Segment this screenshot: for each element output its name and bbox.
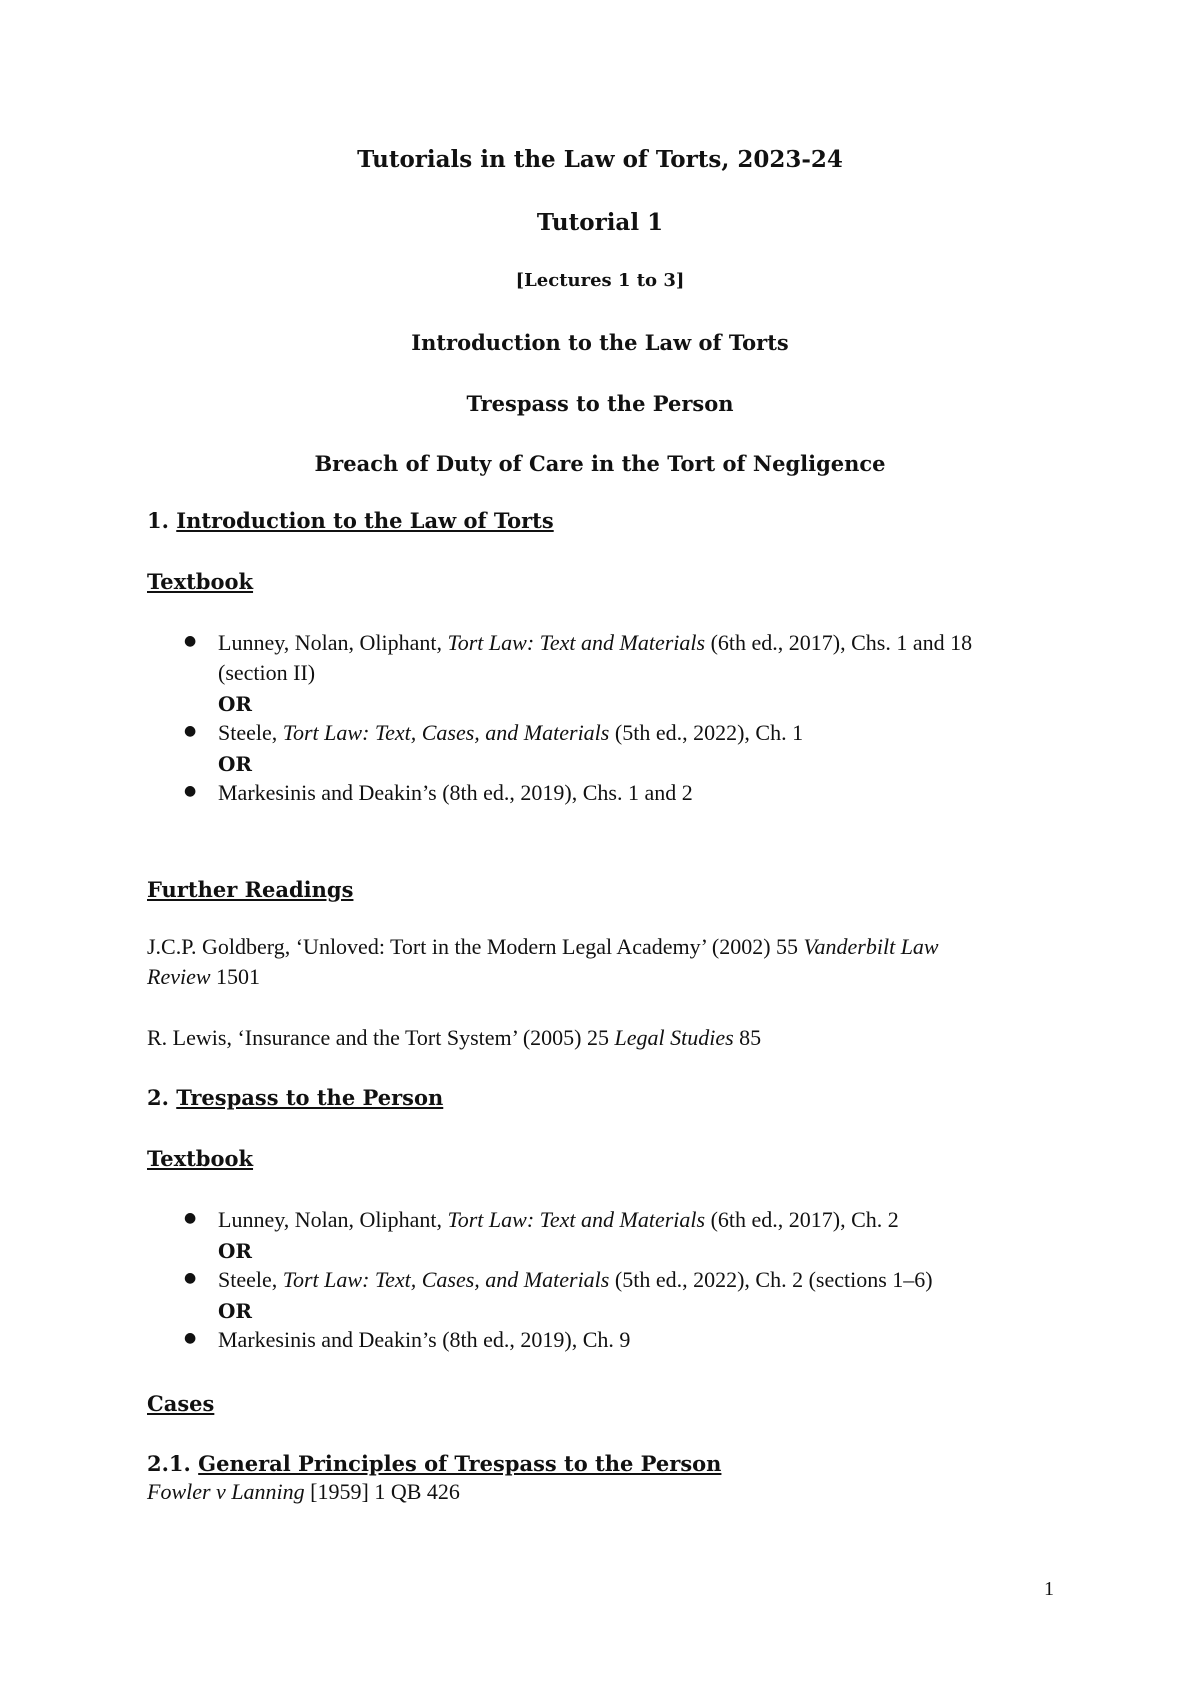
or-label: OR <box>218 1299 253 1323</box>
bullet-icon: ● <box>184 1330 197 1346</box>
section-1-item-2: Steele, Tort Law: Text, Cases, and Materials (5th ed., 2022), Ch. 1 <box>218 720 804 745</box>
further-reading-1: J.C.P. Goldberg, ‘Unloved: Tort in the Modern Legal Academy’ (2002) 55 Vanderbilt Law Review 1501 <box>147 934 939 989</box>
or-label: OR <box>218 752 253 776</box>
bullet-icon: ● <box>184 1270 197 1286</box>
section-1-heading <box>147 508 1059 533</box>
further-readings-label: Further Readings <box>147 877 354 902</box>
section-1-item-3: Markesinis and Deakin’s (8th ed., 2019), Chs. 1 and 2 <box>218 780 693 805</box>
section-1-number: 1. <box>147 508 169 533</box>
section-1-title: Introduction to the Law of Torts <box>176 508 554 533</box>
section-2-textbook-label: Textbook <box>147 1146 254 1171</box>
bullet-icon: ● <box>184 633 197 649</box>
bullet-icon: ● <box>184 783 197 799</box>
section-2-item-3: Markesinis and Deakin’s (8th ed., 2019), Ch. 9 <box>218 1327 631 1352</box>
section-2-item-1: Lunney, Nolan, Oliphant, Tort Law: Text and Materials (6th ed., 2017), Ch. 2 <box>218 1207 899 1232</box>
section-1-item-1: Lunney, Nolan, Oliphant, Tort Law: Text and Materials (6th ed., 2017), Chs. 1 and 18 (section II) <box>218 630 973 685</box>
topic-2: Trespass to the Person <box>466 391 734 416</box>
bullet-icon: ● <box>184 723 197 739</box>
subsection-2-1-number: 2.1. <box>147 1451 191 1476</box>
tutorial-number: Tutorial 1 <box>536 209 664 236</box>
section-2-item-2: Steele, Tort Law: Text, Cases, and Materials (5th ed., 2022), Ch. 2 (sections 1–6) <box>218 1267 933 1292</box>
subsection-2-1-title: General Principles of Trespass to the Person <box>198 1451 722 1476</box>
section-2-title: Trespass to the Person <box>176 1085 444 1110</box>
case-citation: Fowler v Lanning [1959] 1 QB 426 <box>147 1479 460 1504</box>
section-1-textbook-label: Textbook <box>147 569 254 594</box>
page-number: 1 <box>1044 1578 1054 1600</box>
bullet-icon: ● <box>184 1210 197 1226</box>
further-reading-2: R. Lewis, ‘Insurance and the Tort System’ (2005) 25 Legal Studies 85 <box>147 1025 762 1050</box>
section-2-number: 2. <box>147 1085 169 1110</box>
topic-3: Breach of Duty of Care in the Tort of Negligence <box>314 451 886 476</box>
subsection-2-1-heading <box>147 1451 1059 1476</box>
document-title: Tutorials in the Law of Torts, 2023-24 <box>357 146 843 173</box>
or-label: OR <box>218 692 253 716</box>
cases-label: Cases <box>147 1391 215 1416</box>
topic-1: Introduction to the Law of Torts <box>411 330 789 355</box>
or-label: OR <box>218 1239 253 1263</box>
section-2-heading <box>147 1085 1059 1110</box>
lectures-range: [Lectures 1 to 3] <box>515 270 685 291</box>
